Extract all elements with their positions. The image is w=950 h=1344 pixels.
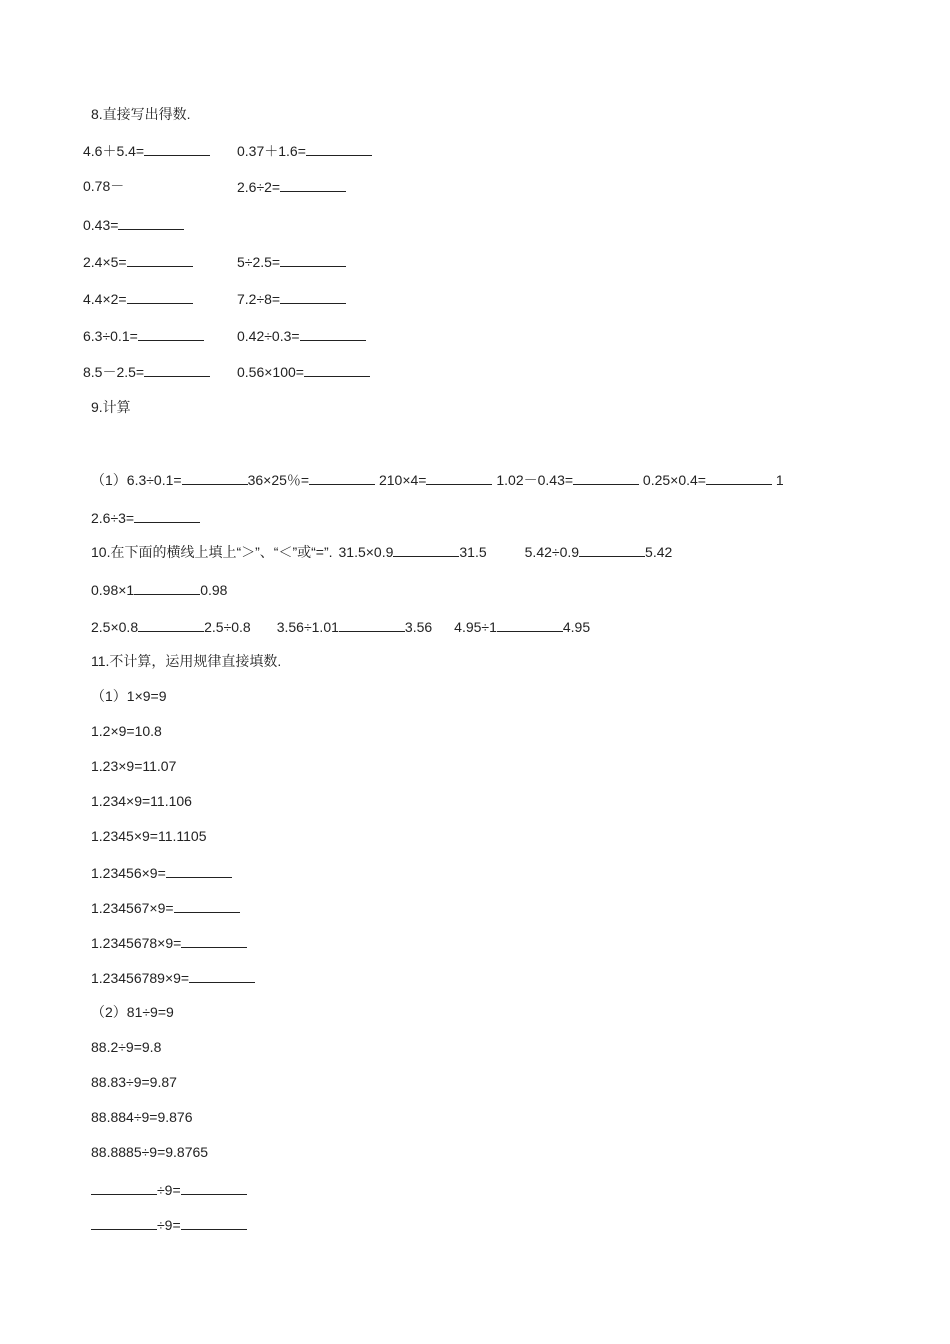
pattern-blank-line: 1.23456789×9= bbox=[91, 968, 255, 987]
answer-blank[interactable] bbox=[573, 470, 639, 485]
answer-blank[interactable] bbox=[181, 933, 247, 948]
q8-item: 2.6÷2= bbox=[237, 177, 346, 196]
answer-blank[interactable] bbox=[306, 141, 372, 156]
answer-blank[interactable] bbox=[127, 252, 193, 267]
answer-blank[interactable] bbox=[134, 508, 200, 523]
pattern-line: 88.8885÷9=9.8765 bbox=[91, 1144, 209, 1160]
answer-blank[interactable] bbox=[426, 470, 492, 485]
q8-item: 4.4×2= bbox=[83, 289, 193, 308]
q10-line-1: 10.在下面的横线上填上“＞”、“＜”或“=”. 31.5×0.9 31.5 5.42÷0.9 5.42 bbox=[91, 544, 673, 560]
q8-title: 8.直接写出得数. bbox=[91, 106, 191, 122]
q8-item: 7.2÷8= bbox=[237, 289, 346, 308]
answer-blank[interactable] bbox=[181, 1215, 247, 1230]
answer-blank[interactable] bbox=[144, 141, 210, 156]
pattern-blank-line: 1.23456×9= bbox=[91, 863, 232, 882]
answer-blank[interactable] bbox=[280, 177, 346, 192]
answer-blank[interactable] bbox=[127, 289, 193, 304]
q8-item: 0.43= bbox=[83, 215, 184, 234]
q10-line-3: 2.5×0.8 2.5÷0.8 3.56÷1.01 3.56 4.95÷1 4.95 bbox=[91, 619, 591, 635]
answer-blank[interactable] bbox=[118, 215, 184, 230]
q8-item: 4.6＋5.4= bbox=[83, 141, 210, 160]
answer-blank[interactable] bbox=[706, 470, 772, 485]
q9-line-1: （1）6.3÷0.1= 36×25％= 210×4= 1.02－0.43= 0.25×0.4= 1 bbox=[91, 472, 784, 488]
answer-blank[interactable] bbox=[138, 326, 204, 341]
answer-blank[interactable] bbox=[280, 252, 346, 267]
answer-blank[interactable] bbox=[166, 863, 232, 878]
pattern-blank-line: 1.234567×9= bbox=[91, 898, 240, 917]
pattern-line: 1.2×9=10.8 bbox=[91, 723, 162, 739]
answer-blank[interactable] bbox=[144, 362, 210, 377]
q8-item: 5÷2.5= bbox=[237, 252, 346, 271]
pattern-line: 88.2÷9=9.8 bbox=[91, 1039, 162, 1055]
q8-item: 0.56×100= bbox=[237, 362, 370, 381]
answer-blank[interactable] bbox=[91, 1215, 157, 1230]
q8-item: 2.4×5= bbox=[83, 252, 193, 271]
q8-item: 0.37＋1.6= bbox=[237, 141, 372, 160]
pattern-line: （2）81÷9=9 bbox=[91, 1004, 174, 1020]
q9-title: 9.计算 bbox=[91, 399, 131, 415]
answer-blank[interactable] bbox=[280, 289, 346, 304]
pattern-line: 1.234×9=11.106 bbox=[91, 793, 192, 809]
answer-blank[interactable] bbox=[182, 470, 248, 485]
pattern-blank-line: 1.2345678×9= bbox=[91, 933, 247, 952]
q10-line-2: 0.98×1 0.98 bbox=[91, 582, 228, 598]
pattern-blank-line: ÷9= bbox=[91, 1215, 247, 1234]
pattern-blank-line: ÷9= bbox=[91, 1180, 247, 1199]
pattern-line: 1.23×9=11.07 bbox=[91, 758, 177, 774]
answer-blank[interactable] bbox=[579, 542, 645, 557]
q8-item: 6.3÷0.1= bbox=[83, 326, 204, 345]
answer-blank[interactable] bbox=[339, 617, 405, 632]
pattern-line: 88.83÷9=9.87 bbox=[91, 1074, 177, 1090]
answer-blank[interactable] bbox=[309, 470, 375, 485]
answer-blank[interactable] bbox=[300, 326, 366, 341]
q11-title: 11.不计算，运用规律直接填数. bbox=[91, 653, 282, 669]
q8-item: 0.78－ bbox=[83, 178, 125, 194]
q8-item: 8.5－2.5= bbox=[83, 362, 210, 381]
answer-blank[interactable] bbox=[138, 617, 204, 632]
answer-blank[interactable] bbox=[497, 617, 563, 632]
pattern-line: 1.2345×9=11.1105 bbox=[91, 828, 207, 844]
answer-blank[interactable] bbox=[181, 1180, 247, 1195]
answer-blank[interactable] bbox=[134, 580, 200, 595]
answer-blank[interactable] bbox=[304, 362, 370, 377]
answer-blank[interactable] bbox=[174, 898, 240, 913]
answer-blank[interactable] bbox=[91, 1180, 157, 1195]
answer-blank[interactable] bbox=[393, 542, 459, 557]
answer-blank[interactable] bbox=[189, 968, 255, 983]
q8-item: 0.42÷0.3= bbox=[237, 326, 366, 345]
pattern-line: （1）1×9=9 bbox=[91, 688, 167, 704]
q9-line-2: 2.6÷3= bbox=[91, 508, 200, 527]
pattern-line: 88.884÷9=9.876 bbox=[91, 1109, 193, 1125]
